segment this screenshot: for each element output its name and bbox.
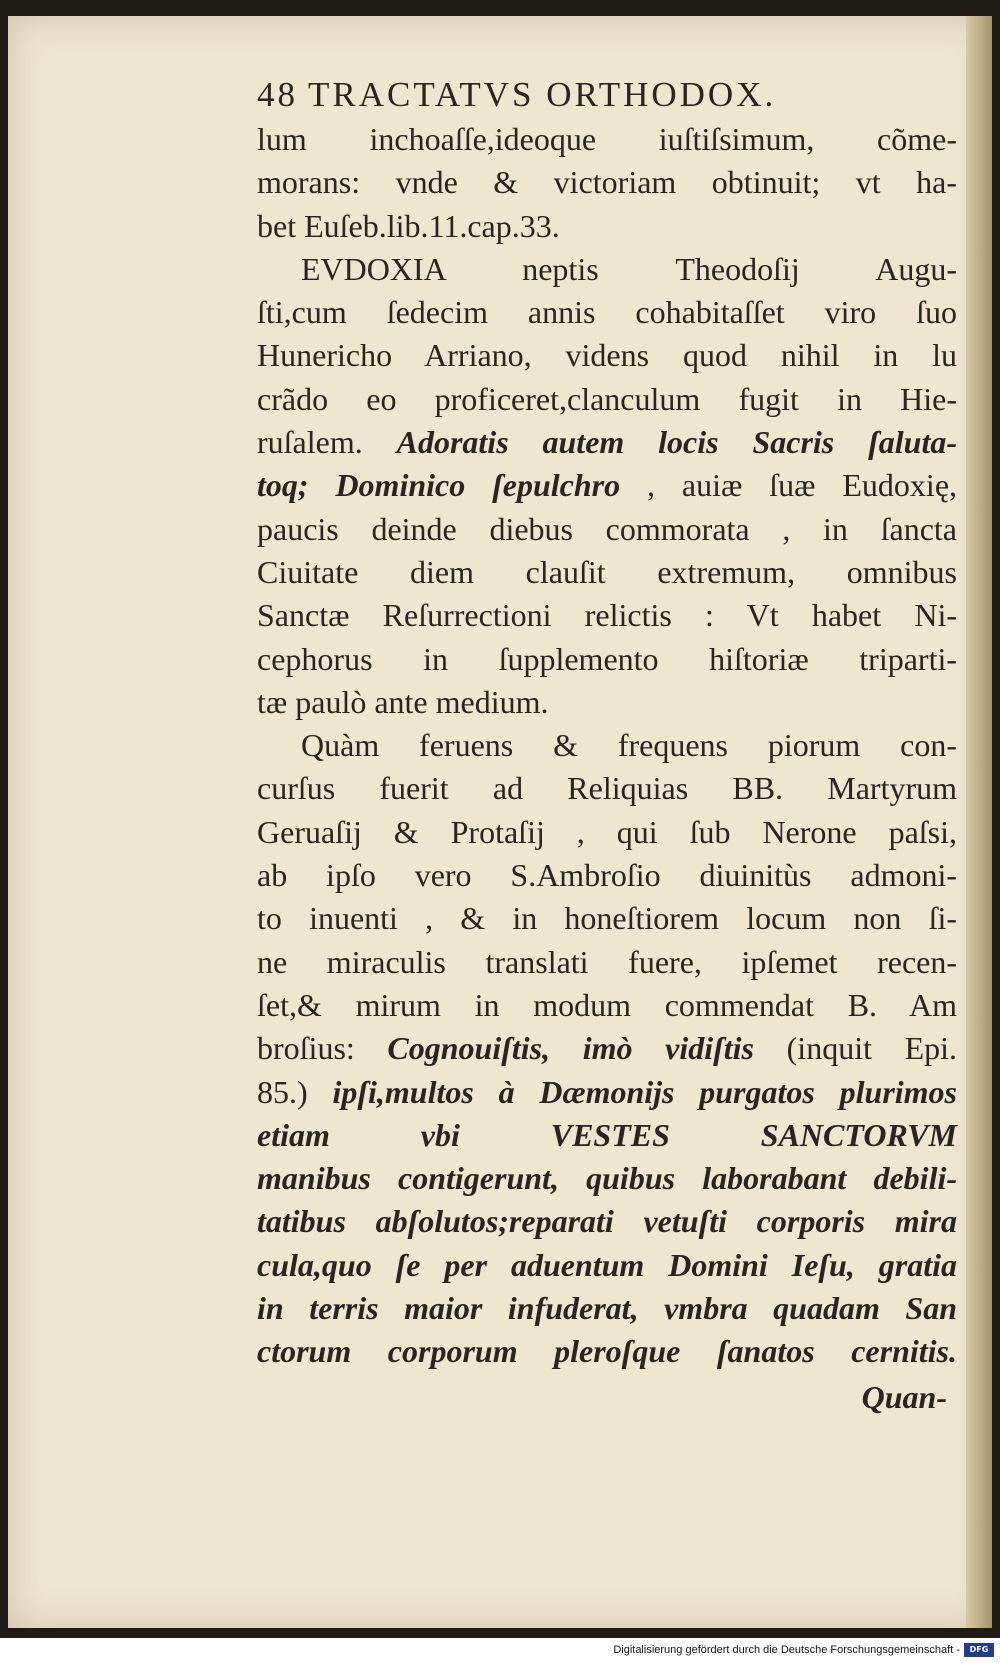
running-head [257,72,957,118]
catchword: Quan- [861,1378,947,1415]
text-line: in terris maior infuderat, vmbra quadam San [257,1290,957,1327]
text-line: cephorus in ſupplemento hiſtoriæ triparti- [257,640,957,677]
text-line: EVDOXIA neptis Theodoſij Augu- [301,250,957,287]
text-line: Sanctæ Reſurrectioni relictis : Vt habet Ni- [257,597,957,634]
text-line: paucis deinde diebus commorata , in ſancta [257,510,957,547]
text-line: tæ paulò ante medium. [257,683,549,720]
text-line: crãdo eo proficeret,clanculum fugit in Hie- [257,380,957,417]
text-line: Quàm feruens & frequens piorum con- [301,727,957,764]
text-line: cula,quo ſe per aduentum Domini Ieſu, gratia [257,1246,957,1283]
running-title: TRACTATVS ORTHODOX. [308,75,777,114]
text-line: toq; Dominico ſepulchro , auiæ ſuæ Eudoxię, [257,467,958,504]
text-line: ne miraculis translati fuere, ipſemet recen- [257,943,957,980]
text-line: manibus contigerunt, quibus laborabant debili- [257,1160,957,1197]
text-line: ſti,cum ſedecim annis cohabitaſſet viro ſuo [257,294,957,331]
text-line: Geruaſij & Protaſij , qui ſub Nerone paſsi, [257,813,957,850]
text-line: ſet,& mirum in modum commendat B. Am [257,986,957,1023]
page-number: 48 [257,75,298,114]
text-line: Ciuitate diem clauſit extremum, omnibus [257,553,957,590]
text-line: Hunericho Arriano, videns quod nihil in lu [257,337,957,374]
text-line: lum inchoaſſe,ideoque iuſtiſsimum, cõme- [257,121,957,157]
text-line: etiam vbi VESTES SANCTORVM [257,1116,957,1153]
text-line: to inuenti , & in honeſtiorem locum non ſi- [257,900,957,937]
footer-bar [0,1638,1000,1663]
text-line: bet Euſeb.lib.11.cap.33. [257,207,560,244]
dfg-logo: DFG [964,1643,994,1657]
text-line: ab ipſo vero S.Ambroſio diuinitùs admoni- [257,857,957,894]
funding-notice: Digitalisierung gefördert durch die Deutsche Forschungsgemeinschaft - [613,1644,960,1656]
text-block [257,72,957,1419]
body-text [257,118,957,1374]
text-line: 85.) ipſi,multos à Dæmonijs purgatos plurimos [257,1073,958,1110]
text-line: ctorum corporum pleroſque ſanatos cernitis. [257,1333,957,1370]
text-line: morans: vnde & victoriam obtinuit; vt ha- [257,164,957,201]
page-edge [966,16,992,1628]
text-line: ruſalem. Adoratis autem locis Sacris ſaluta- [257,424,958,461]
text-line: broſius: Cognouiſtis, imò vidiſtis (inquit Epi. [257,1030,958,1067]
text-line: curſus fuerit ad Reliquias BB. Martyrum [257,770,957,807]
text-line: tatibus abſolutos;reparati vetuſti corporis mira [257,1203,957,1240]
